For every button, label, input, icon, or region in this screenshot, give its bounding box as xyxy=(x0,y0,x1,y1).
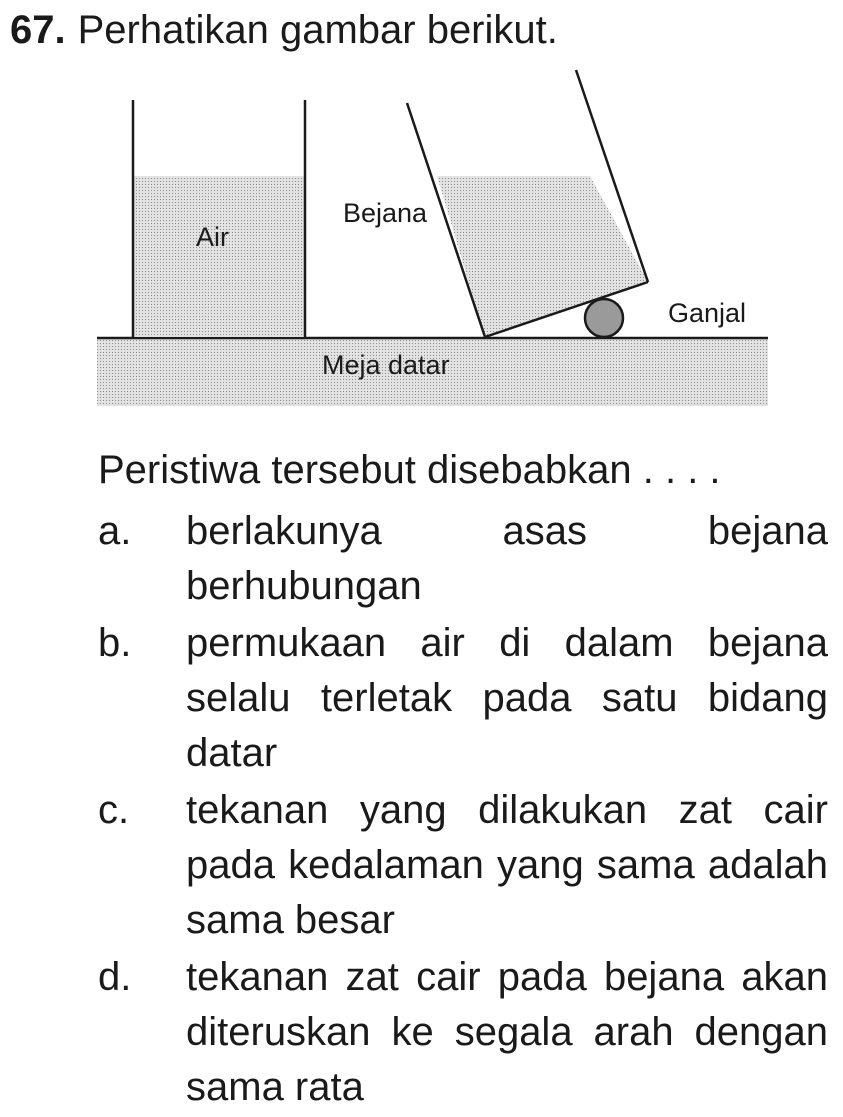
question-stem: Peristiwa tersebut disebabkan . . . . xyxy=(98,448,721,492)
option-text: tekanan zat cair pada bejana akan diteruskan ke segala arah dengan sama rata xyxy=(186,955,828,1109)
label-wedge: Ganjal xyxy=(668,298,747,328)
label-water: Air xyxy=(196,222,229,252)
answer-options xyxy=(98,504,828,1117)
option-text: permukaan air di dalam bejana selalu terletak pada satu bidang datar xyxy=(186,621,828,775)
option-b[interactable] xyxy=(98,616,828,781)
option-text: tekanan yang dilakukan zat cair pada kedalaman yang sama adalah sama besar xyxy=(186,788,828,942)
label-vessel: Bejana xyxy=(343,198,428,228)
option-letter: c. xyxy=(98,788,130,832)
option-a[interactable] xyxy=(98,504,828,614)
label-table: Meja datar xyxy=(322,350,450,380)
upright-water xyxy=(133,176,305,337)
physics-figure xyxy=(0,0,843,440)
option-text: berlakunya asas bejana berhubungan xyxy=(186,509,828,608)
option-letter: b. xyxy=(98,621,132,665)
option-c[interactable] xyxy=(98,783,828,948)
option-d[interactable] xyxy=(98,950,828,1115)
option-letter: d. xyxy=(98,955,132,999)
option-letter: a. xyxy=(98,509,132,553)
question-prompt: Perhatikan gambar berikut. xyxy=(77,8,558,52)
wedge-ball xyxy=(585,299,623,337)
question-number: 67. xyxy=(10,8,66,52)
